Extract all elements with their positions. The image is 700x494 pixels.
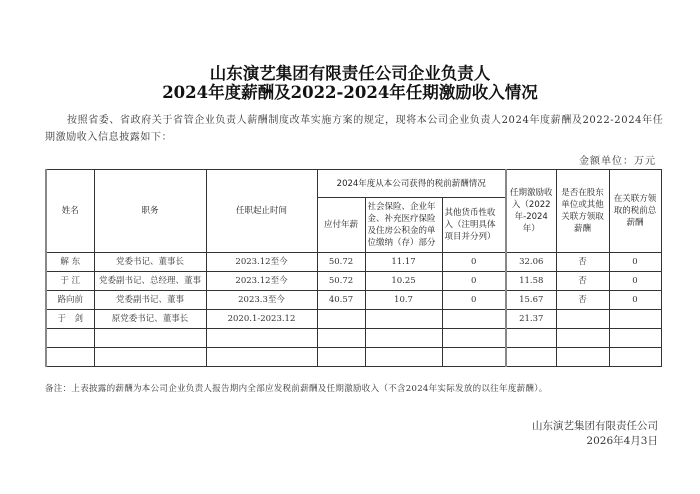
table-row xyxy=(46,329,661,348)
cell-annual-salary: 50.72 xyxy=(317,272,365,291)
signature-date: 2026年4月3日 xyxy=(586,435,658,447)
cell-position: 原党委书记、董事长 xyxy=(94,310,206,329)
header-term: 任职起止时间 xyxy=(206,170,317,253)
cell-term: 2020.1-2023.12 xyxy=(206,310,317,329)
cell-term-incentive xyxy=(506,329,556,348)
cell-other-income: 0 xyxy=(442,272,506,291)
cell-annual-salary xyxy=(317,310,365,329)
cell-shareholder-pay xyxy=(556,348,609,367)
cell-related-pay: 0 xyxy=(609,253,661,272)
cell-position: 党委副书记、董事 xyxy=(94,291,206,310)
header-social-insurance: 社会保险、企业年金、补充医疗保险及住房公积金的单位缴纳（存）部分 xyxy=(365,198,442,253)
cell-annual-salary: 40.57 xyxy=(317,291,365,310)
document-title-line2: 2024年度薪酬及2022-2024年任期激励收入情况 xyxy=(162,83,538,102)
header-shareholder-pay: 是否在股东单位或其他关联方领取薪酬 xyxy=(556,170,609,253)
cell-social-insurance: 10.7 xyxy=(365,291,442,310)
cell-term: 2023.12至今 xyxy=(206,272,317,291)
cell-related-pay: 0 xyxy=(609,272,661,291)
cell-other-income xyxy=(442,310,506,329)
cell-shareholder-pay: 否 xyxy=(556,272,609,291)
remarks-note: 备注：上表披露的薪酬为本公司企业负责人报告期内全部应发税前薪酬及任期激励收入（不含2024年实际发放的以往年度薪酬）。 xyxy=(45,384,548,394)
cell-annual-salary xyxy=(317,329,365,348)
header-group-2024: 2024年度从本公司获得的税前薪酬情况 xyxy=(317,170,506,198)
cell-name xyxy=(46,348,94,367)
cell-social-insurance: 10.25 xyxy=(365,272,442,291)
cell-related-pay xyxy=(609,348,661,367)
cell-social-insurance xyxy=(365,329,442,348)
cell-position xyxy=(94,329,206,348)
cell-term-incentive: 11.58 xyxy=(506,272,556,291)
cell-other-income xyxy=(442,348,506,367)
header-related-pay: 在关联方领取的税前总薪酬 xyxy=(609,170,661,253)
cell-term-incentive: 15.67 xyxy=(506,291,556,310)
cell-name: 解 东 xyxy=(46,253,94,272)
cell-name: 于 江 xyxy=(46,272,94,291)
cell-term-incentive: 21.37 xyxy=(506,310,556,329)
signature-company: 山东演艺集团有限责任公司 xyxy=(532,420,658,432)
table-row xyxy=(46,291,661,310)
cell-position xyxy=(94,348,206,367)
cell-name xyxy=(46,329,94,348)
cell-name: 路向前 xyxy=(46,291,94,310)
cell-related-pay: 0 xyxy=(609,291,661,310)
cell-shareholder-pay: 否 xyxy=(556,291,609,310)
cell-term: 2023.12至今 xyxy=(206,253,317,272)
unit-label: 金额单位：万元 xyxy=(579,156,656,167)
cell-social-insurance: 11.17 xyxy=(365,253,442,272)
cell-term xyxy=(206,348,317,367)
cell-term xyxy=(206,329,317,348)
cell-position: 党委书记、董事长 xyxy=(94,253,206,272)
cell-other-income: 0 xyxy=(442,253,506,272)
document-title-line1: 山东演艺集团有限责任公司企业负责人 xyxy=(209,64,491,83)
cell-shareholder-pay xyxy=(556,310,609,329)
cell-term-incentive: 32.06 xyxy=(506,253,556,272)
cell-related-pay xyxy=(609,310,661,329)
header-annual-salary: 应付年薪 xyxy=(317,198,365,253)
table-row xyxy=(46,310,661,329)
cell-shareholder-pay: 否 xyxy=(556,253,609,272)
cell-social-insurance xyxy=(365,310,442,329)
cell-other-income xyxy=(442,329,506,348)
cell-related-pay xyxy=(609,329,661,348)
header-name: 姓名 xyxy=(46,170,94,253)
cell-shareholder-pay xyxy=(556,329,609,348)
compensation-table xyxy=(45,169,662,367)
table-row xyxy=(46,348,661,367)
cell-other-income: 0 xyxy=(442,291,506,310)
cell-annual-salary xyxy=(317,348,365,367)
table-row xyxy=(46,272,661,291)
intro-paragraph: 按照省委、省政府关于省管企业负责人薪酬制度改革实施方案的规定，现将本公司企业负责人2024年度薪酬及2022-2024年任期激励收入信息披露如下： xyxy=(45,115,664,143)
cell-name: 于 剑 xyxy=(46,310,94,329)
cell-position: 党委副书记、总经理、董事 xyxy=(94,272,206,291)
cell-term-incentive xyxy=(506,348,556,367)
cell-annual-salary: 50.72 xyxy=(317,253,365,272)
header-other-income: 其他货币性收入（注明具体项目并分列） xyxy=(442,198,506,253)
table-row xyxy=(46,253,661,272)
cell-social-insurance xyxy=(365,348,442,367)
header-term-incentive: 任期激励收入（2022年-2024年） xyxy=(506,170,556,253)
cell-term: 2023.3至今 xyxy=(206,291,317,310)
header-position: 职务 xyxy=(94,170,206,253)
